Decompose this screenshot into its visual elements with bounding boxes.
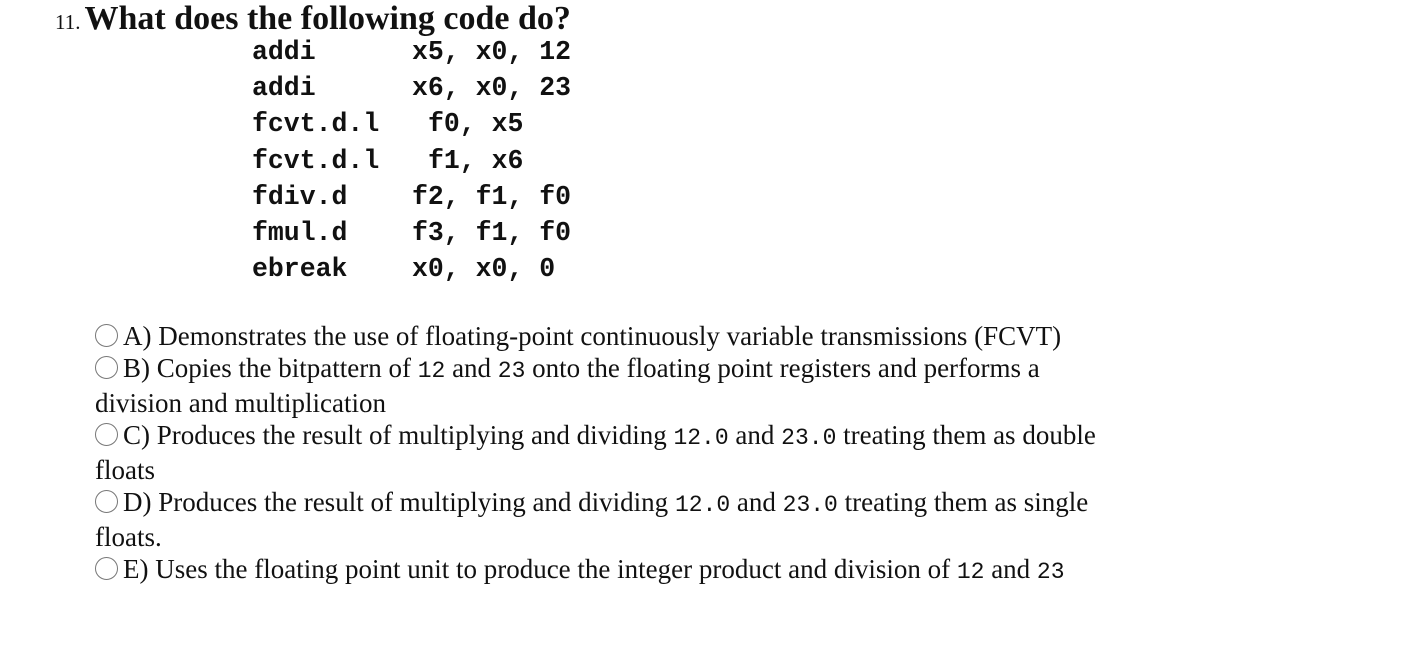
code-opcode: fdiv.d xyxy=(252,181,348,212)
option-e-code: 12 xyxy=(956,559,985,585)
option-e-text: and xyxy=(984,554,1037,584)
option-d-text: D) Produces the result of multiplying and dividing xyxy=(123,487,675,517)
code-line xyxy=(252,106,571,142)
radio-button-b[interactable] xyxy=(95,356,118,379)
option-c-code: 23.0 xyxy=(781,425,837,451)
option-e-code: 23 xyxy=(1036,559,1065,585)
option-d-code: 23.0 xyxy=(782,492,838,518)
question-number: 11. xyxy=(55,10,81,34)
option-b[interactable] xyxy=(95,352,1105,419)
code-line xyxy=(252,70,571,106)
question-text: What does the following code do? xyxy=(84,0,571,37)
code-line xyxy=(252,143,571,179)
question-heading xyxy=(55,0,571,38)
option-b-text: B) Copies the bitpattern of xyxy=(123,353,418,383)
code-operands: x0, x0, 0 xyxy=(412,254,556,285)
code-line xyxy=(252,215,571,251)
code-block xyxy=(252,34,571,287)
option-a-text: A) Demonstrates the use of floating-point continuously variable transmissions (FCVT) xyxy=(123,321,1062,351)
code-opcode: addi xyxy=(252,73,316,104)
code-opcode: ebreak xyxy=(252,254,348,285)
code-line xyxy=(252,179,571,215)
code-opcode: fcvt.d.l xyxy=(252,145,380,176)
option-d-text: treating them as single floats. xyxy=(95,487,1089,552)
option-c[interactable] xyxy=(95,419,1105,486)
code-line xyxy=(252,251,571,287)
option-c-text: and xyxy=(728,420,782,450)
option-d[interactable] xyxy=(95,486,1105,553)
option-e-text: E) Uses the floating point unit to produce the integer product and division of xyxy=(123,554,957,584)
option-b-code: 12 xyxy=(417,358,446,384)
option-e[interactable] xyxy=(95,553,1105,588)
option-c-text: treating them as double floats xyxy=(95,420,1096,485)
code-operands: f1, x6 xyxy=(428,145,524,176)
option-b-text: and xyxy=(445,353,498,383)
option-b-code: 23 xyxy=(497,358,526,384)
option-a[interactable] xyxy=(95,320,1105,352)
code-line xyxy=(252,34,571,70)
option-c-code: 12.0 xyxy=(673,425,729,451)
code-operands: x6, x0, 23 xyxy=(412,73,572,104)
code-operands: f0, x5 xyxy=(428,109,524,140)
radio-button-d[interactable] xyxy=(95,490,118,513)
radio-button-c[interactable] xyxy=(95,423,118,446)
option-b-text: onto the floating point registers and performs a division and multiplication xyxy=(95,353,1040,418)
code-operands: x5, x0, 12 xyxy=(412,37,572,67)
code-operands: f2, f1, f0 xyxy=(412,181,572,212)
code-opcode: addi xyxy=(252,37,316,67)
option-d-code: 12.0 xyxy=(674,492,731,518)
radio-button-a[interactable] xyxy=(95,324,118,347)
code-opcode: fmul.d xyxy=(252,217,348,248)
option-c-text: C) Produces the result of multiplying and dividing xyxy=(123,420,674,450)
answer-options xyxy=(95,320,1105,588)
code-operands: f3, f1, f0 xyxy=(412,217,572,248)
code-opcode: fcvt.d.l xyxy=(252,109,380,140)
option-d-text: and xyxy=(730,487,783,517)
radio-button-e[interactable] xyxy=(95,557,118,580)
